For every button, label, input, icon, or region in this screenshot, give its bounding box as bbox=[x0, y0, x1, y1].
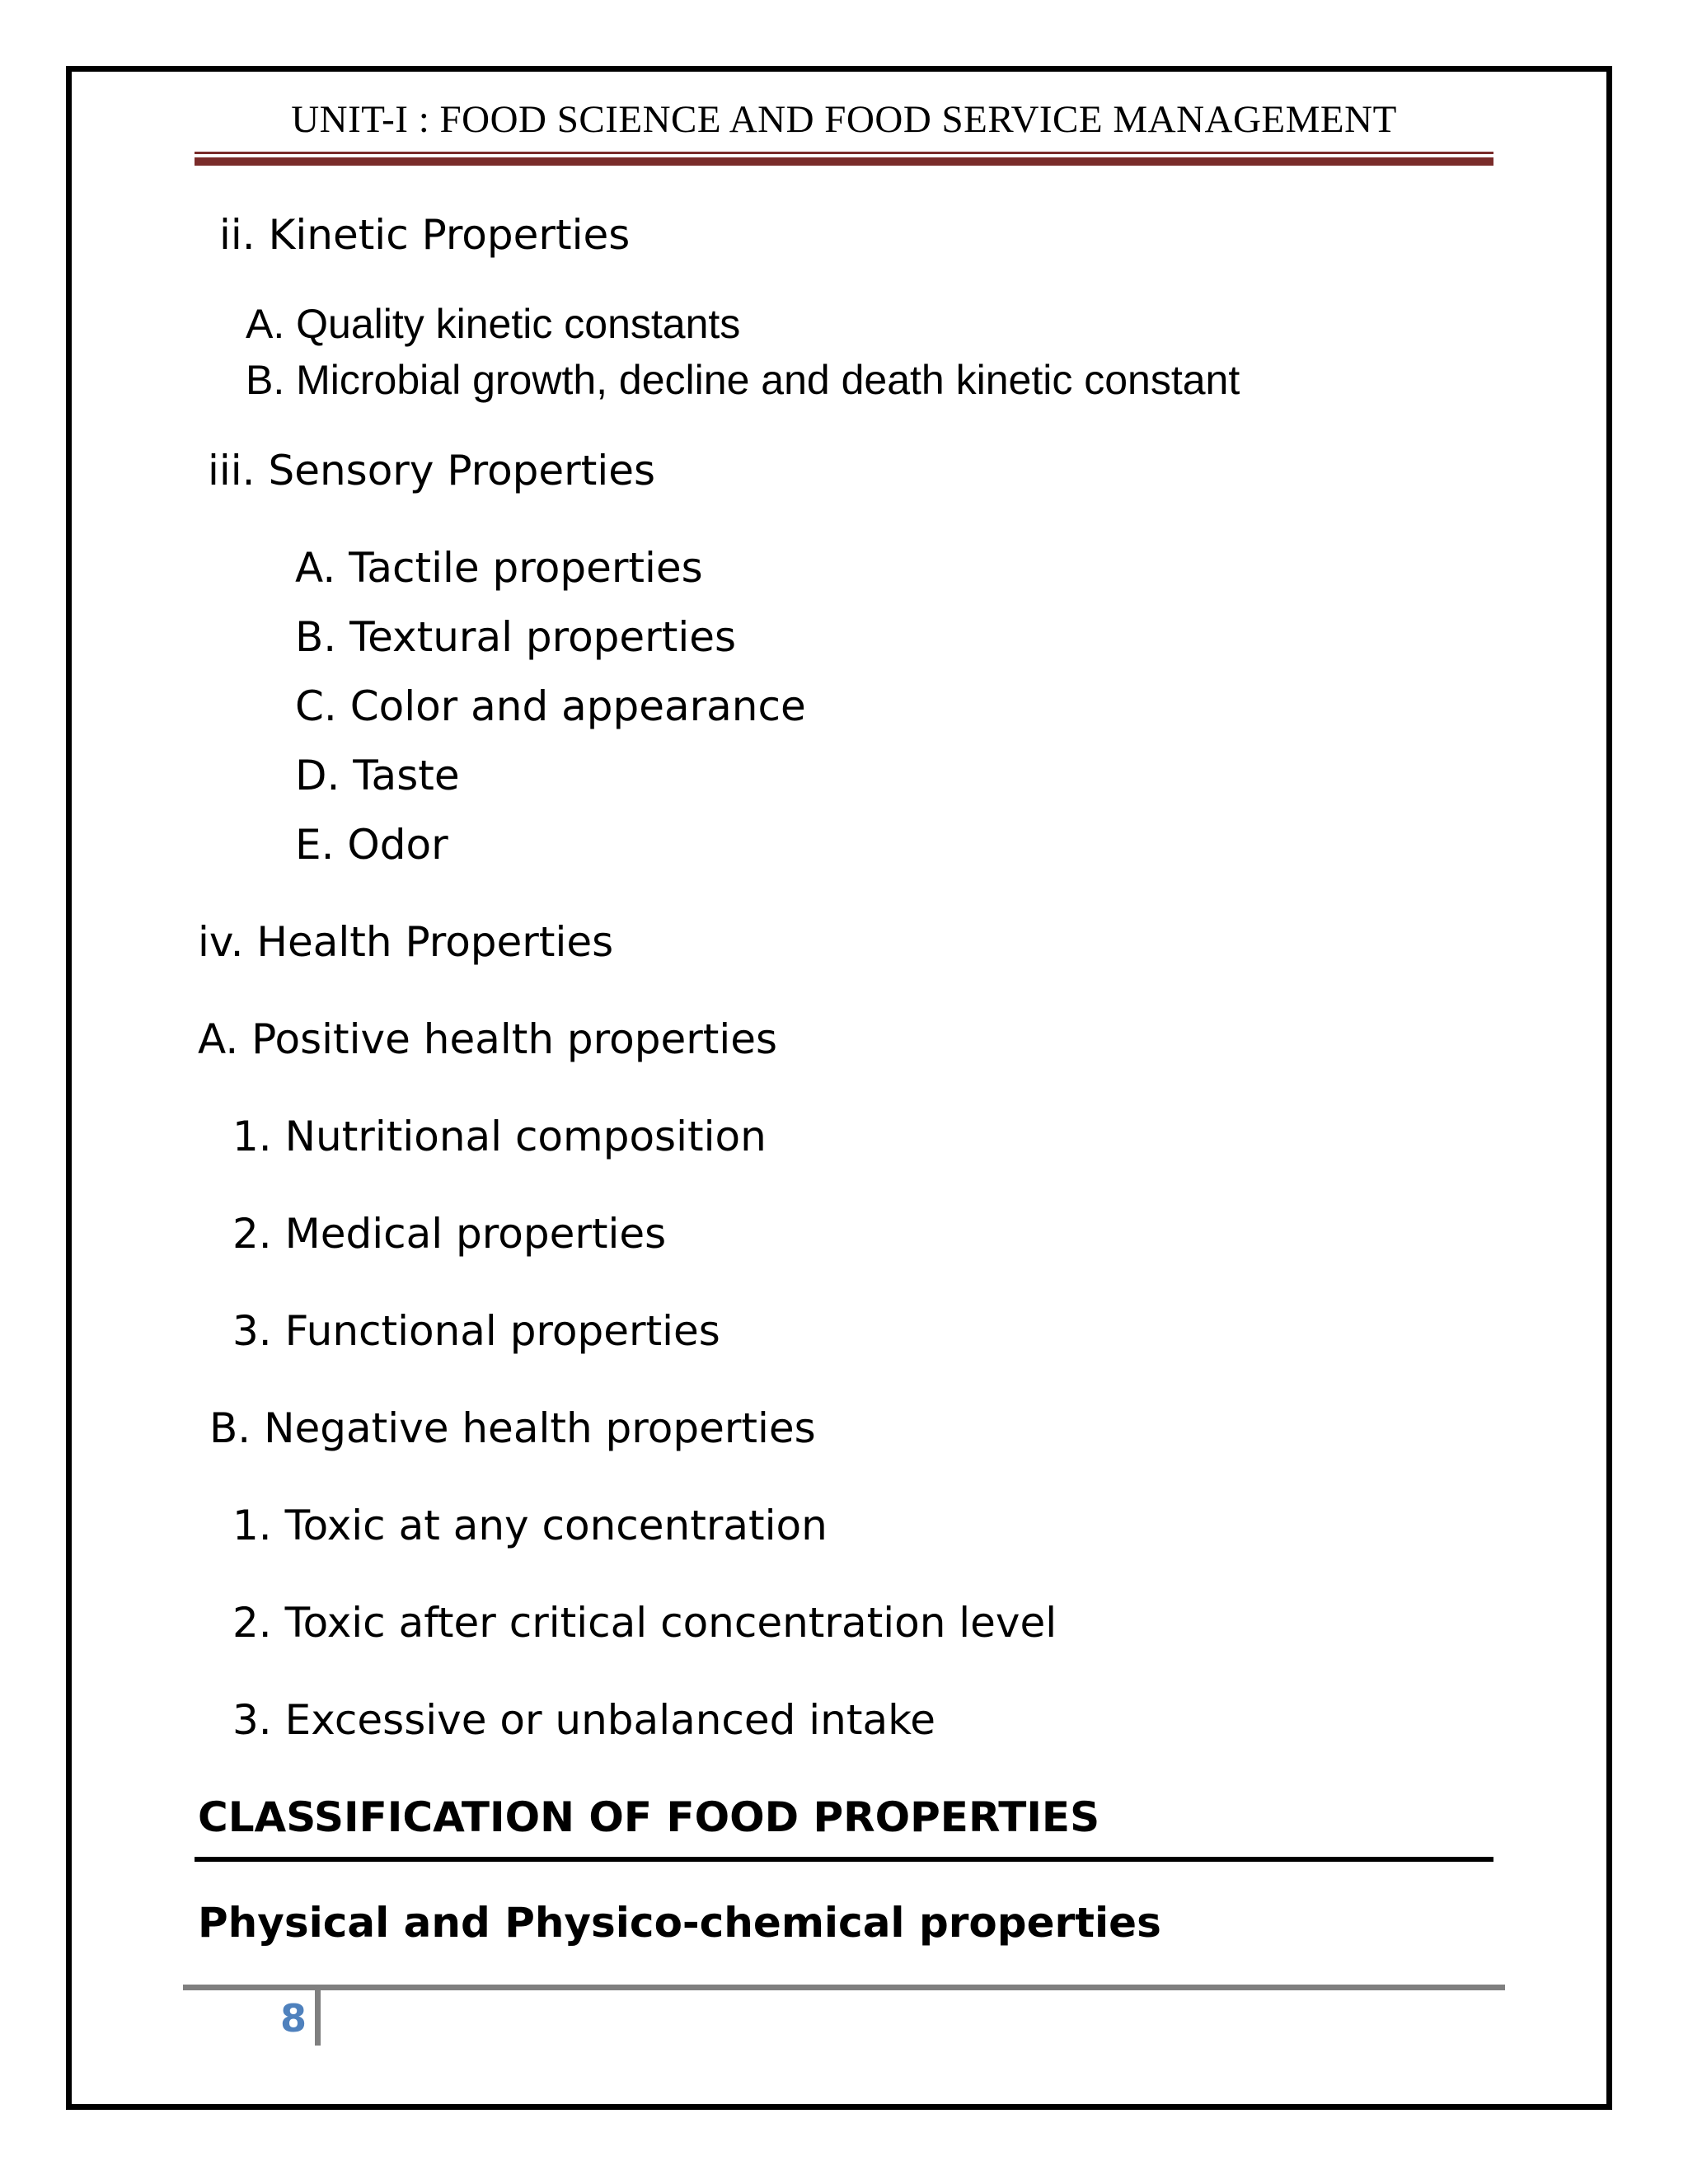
sensory-properties-heading: iii. Sensory Properties bbox=[208, 447, 656, 494]
list-item: B. Microbial growth, decline and death kinetic constant bbox=[246, 357, 1240, 403]
list-item: 2. Medical properties bbox=[232, 1210, 667, 1258]
physical-properties-heading: Physical and Physico-chemical properties bbox=[198, 1899, 1161, 1947]
list-item: A. Tactile properties bbox=[295, 544, 703, 592]
footer-rule bbox=[183, 1985, 1505, 1990]
kinetic-properties-heading: ii. Kinetic Properties bbox=[219, 211, 631, 259]
negative-health-heading: B. Negative health properties bbox=[209, 1404, 816, 1452]
list-item: A. Quality kinetic constants bbox=[246, 301, 741, 347]
footer-divider bbox=[315, 1988, 321, 2046]
list-item: 3. Functional properties bbox=[232, 1307, 720, 1355]
list-item: B. Textural properties bbox=[295, 613, 737, 661]
health-properties-heading: iv. Health Properties bbox=[198, 918, 614, 966]
list-item: 1. Toxic at any concentration bbox=[232, 1502, 828, 1549]
header-rule-thin bbox=[195, 152, 1493, 154]
header-rule-thick bbox=[195, 157, 1493, 166]
page-number: 8 bbox=[280, 1996, 307, 2041]
list-item: 2. Toxic after critical concentration level bbox=[232, 1599, 1057, 1647]
list-item: 3. Excessive or unbalanced intake bbox=[232, 1696, 936, 1744]
classification-heading: CLASSIFICATION OF FOOD PROPERTIES bbox=[198, 1793, 1100, 1841]
list-item: C. Color and appearance bbox=[295, 682, 806, 730]
list-item: E. Odor bbox=[295, 821, 448, 869]
section-rule bbox=[195, 1857, 1493, 1862]
running-header: UNIT-I : FOOD SCIENCE AND FOOD SERVICE MANAGEMENT bbox=[291, 98, 1397, 141]
positive-health-heading: A. Positive health properties bbox=[198, 1015, 778, 1063]
list-item: 1. Nutritional composition bbox=[232, 1113, 767, 1160]
list-item: D. Taste bbox=[295, 752, 460, 799]
